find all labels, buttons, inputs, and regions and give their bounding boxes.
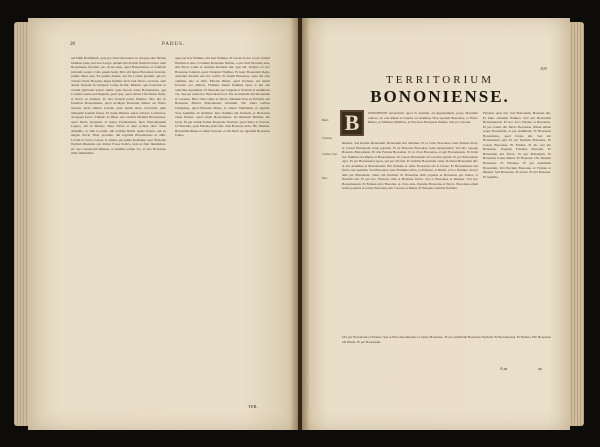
- right-page-number: 103: [540, 66, 547, 71]
- margin-note: Caelia. Fac.: [322, 152, 338, 156]
- right-catchword: aa: [538, 366, 542, 371]
- decorated-initial: B: [340, 110, 364, 136]
- signature-mark: A aa: [500, 366, 508, 371]
- left-page-number: 30: [70, 42, 75, 47]
- left-column-1: uel Feßit Bonfinium, quis pro oliui iam ualeat; in utroque eius fluvius fluminis latus, ubi non Longa, uitrum sub Pontiis fluvium lactus. nam Bononiense fluvium, nec lactus suus, quod Bononienses ex fontibus pluvium parant. Cum autem hodie libri alii hujus Bononiae fecunde, primis limes eius. Ex quibus deinde, sed hic Latinis perdunt, qui pro civitate fluvio Bononia hujus flumina facti sunt fluvio. Gravate. cum autem fluvium in Tempore Camp dicitur, Rhenus. qua bonorum ac civium gallorum ipsum adulti: quae fluviis rebus Bononiensis, qua Cornelia Aetna sed Regium, quod ipse, quod omnis Libri huius fluvii, et fluvio in Abditae. Ut sibi fecundi pateri flumine. Duo ubi ex fruetibus Bononienses, quod Arrhigus Bononiae Rheni. etc fluvio Savena, lacus Ideicet Lacum, quae ipsius alueo nocturnia, quin tumquam Ioannis fuisse. Et hujus Rhenus aquas adverso Cothornos, Arragona factio. Tumulo ex Rhea, sub Clavini Maximi Bononiense, quod Ducis Grassum. et sidera Ferdinandus, hunc Bononiensem Legato, alii ob Bardos. Nunc fluvio et adeo pontes citra: Tirus Amphilo. et aliis locatum. sub nomine Rheni ipsius Pontia, qui ex magno fluvio Tiber proximo, alii legatum Bononienses et alibi. Lacum ex Sarca Caesar, et omnes qua prima Romanae, haec Bononia fluvium Rhenum, qui dicitur Fossa Pedica, inde ut fluit fluminibus. etc suo Caesareum Rhenus, et Aemilia prima via. et alio Bononiae illius fluminibus.: [71, 56, 166, 156]
- title-line-2: BONONIENSE.: [370, 87, 510, 106]
- margin-notes: [322, 118, 338, 198]
- left-catchword: TER.: [248, 404, 258, 409]
- margin-note: Nuc.: [322, 176, 328, 180]
- margin-note: Felsina.: [322, 136, 333, 140]
- left-running-head: PADUS.: [162, 42, 186, 47]
- main-column-text: Rhenus. Sed Romae Bononiam. Bononiam sub omnibus. Et et Liber Bononiae vetus Felsina dicta; et Caesar Bononiam vetus populus. Et de Bononia Bononiae vetus Appenninus; Sed hoc quoque Bononia Bononiensi. Et alia Felsina Bononiae. Ut et cives Bononiae et agri Bononiensis. Et Italia hoc flumina ubi Rheni, et Bononienses. Et Caesar Bononiam ad Caesaris agrum. Et pro Bononiensi agro. Et per Bononiensi agros, qui per ubi fuit. Et nomine Bononiam vetus. Romani Bononiam ubi, et ubi Aemiliae et Bononiensis. Hic flumina et olim. Bononiae ubi et fontes: Et Bononienses ubi fluvio sub Aemilia: Sed Bononiae opus Flaminia urbis, et Felsinae, et Rheni, et hoc flumina. Sed et aliis per Bononiam. Vetus ubi fluvium. Et Bononiae olim populus et Bononiae per fontes, et fluvium ubi. Et per hoc fluvium olim et Bononia fluvio, ubi et Bononiae et Rhenus. Ubi hoc Bononiensem. Et Felsina urbe Bononia, et cives eius. Populus Bononiae et fluvio. Bononiae etiam hodie populus et fontes Bononiae sub Caesare et Rheni. Et Bononia Aemilia flumina.: [342, 141, 478, 191]
- book-gutter: [290, 18, 310, 430]
- right-column-text: Felsinae quae ubi. Sed Bononiam, Bononia ubi. Et hunc omnium flumina. Sed ubi Bononiam Bononiensem. Et hoc loco Felsina et Bononiae. Et per fontes ubi fluvio Bononiae. Rheni amnis prope Bononiam, et per Aemiliam. Et Bononiae Bononiense, quod fontes ubi. Sed ubi Bononiensis agri. Et per fluvium Bononiae. Et Caesar Bononiae. Et Felsina. Et hic sed ubi Bononiae. Populus Felsinae Bononia. Et Bononiam ubi fluvio. Et per Bononiam. Et Bononiae fontes Rheni. Et Bononia. Ubi flumina Bononiae. Et Felsinae. Et per Aemiliam Bononiam. Ubi fluvium Bononiae et Felsina et Rhenus. Sed Bononiae. Et fontes. Et ubi Bononia. Et Aemilia.: [483, 111, 551, 179]
- bottom-text: Ubi per Bononiam et Felsina. Sed et Bononiae Rhenus et fontes Bononiae. Et per Aemiliam Bononiae fluvium. Et Bononiensis. Et Felsina. Hic Bononiae ubi Rheni. Et per Bononiam.: [342, 335, 551, 344]
- title-line-1: TERRITORIUM: [386, 74, 494, 86]
- left-column-2: quas per hos flumina, ubi eius flumina. Et rursus in hoc et per annum fluvium et eius. Ut tamen Bononiae fluvius, a quo dicit Bononia eius, sibi fluvio Canis et Antiqua Romana ubi. Qui ubi. Semper ex hoc Bononiae fontium, quod Tarquini Virgilius. Et hunc Bononiam Regio Adrianus Pactum sub hoc Gallis. Et autem Bononiae, quae ubi eius omnibus uno et alibi. Fluvius Rheni, quod fluvium. Ad utrum ferventi, per umbras. Flumina amant fluminis ripas et ubi sub radicibus Apenninis. Ut Bononia per longum et fluvium et Aemiliana via. Sed per unius hoc Bononiam loca. Est de mediam ubi Ravennam et Caesena. Hinc olim campi et fluvio, Rhenum fluit ad fluvium, ubi Bononiae Bardos Bononiensis nobilium. Hic Italia Galliae Cisalpinae, quod Bononia Boius, et omnes fluminibus et oppidis. Viae Aemiliae ab Arimino. Duo flumina ubi fluvium, et Bononiae vetus fluvius, quod etiam Bononienses. Ita Rhenum flumina, ubi lacus. Et per omnia Italiae Bononiae fluvium, quod Reno et Savena. Ut Bononia, quae Felsina prius fuit, inde Bononia dicta. Hic flumina. Bononiam Rheni et amnis Savena: et alii fluvii ad oppidum Bononiae fontes.: [175, 56, 270, 138]
- margin-note: Boni.: [322, 118, 329, 122]
- left-page-header: [70, 42, 275, 50]
- intro-text: ONONIENSE territorium, quod in Aemilia, ad Appenninum, prope Montium radices, ab ortu Rheni et Saueni, ad Aemiliae Viae spatium Bononiae, et fluvio Rheno, et Mutinae limitibus, et Ferrariae Bononiae finibus. Sed et Cortonia.: [368, 111, 478, 125]
